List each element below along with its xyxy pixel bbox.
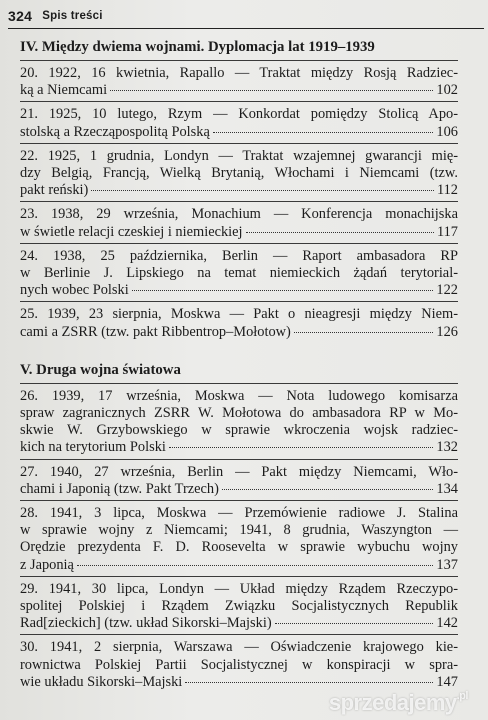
page-reference: 147 [436,673,458,690]
entry-line: 23. 1938, 29 września, Monachium — Konferencja monachijska [20,206,458,223]
entry-line: skwie W. Grzybowskiego w sprawie wkroczenia wojsk radziec- [20,422,458,439]
toc-entry[interactable] [20,101,458,142]
running-head [8,4,484,29]
entry-line: 27. 1940, 27 września, Berlin — Pakt między Niemcami, Wło- [20,463,458,480]
page-reference: 112 [436,182,458,199]
page-reference: 132 [436,439,458,456]
dot-leader [222,489,434,490]
section-heading: IV. Między dwiema wojnami. Dyplomacja lat 1919–1939 [20,39,375,55]
entry-line: ką a Niemcami [20,82,108,99]
entry-line: nych wobec Polski [20,282,129,299]
entry-line: pakt reński) [20,182,89,199]
entry-line: spraw zagranicznych ZSRR W. Mołotowa do ambasadora RP w Mo- [20,405,458,422]
toc-entry[interactable] [20,383,458,459]
toc-entry[interactable] [20,634,458,693]
entry-line: stolską a Rzecząpospolitą Polską [20,123,210,140]
entry-line: 28. 1941, 3 lipca, Moskwa — Przemówienie radiowe J. Stalina [20,505,458,522]
entry-line: 25. 1939, 23 sierpnia, Moskwa — Pakt o nieagresji między Niem- [20,306,458,323]
watermark-text: sprzedajemy [328,690,457,715]
entry-line: 30. 1941, 2 sierpnia, Warszawa — Oświadczenie krajowego kie- [20,639,458,656]
dot-leader [132,290,434,291]
dot-leader [77,565,433,566]
toc-entry[interactable] [20,201,458,242]
entry-line: Orędzie prezydenta F. D. Roosevelta w sprawie wybuchu wojny [20,539,458,556]
toc-entry[interactable] [20,143,458,202]
dot-leader [91,190,434,191]
toc-entry[interactable] [20,576,458,635]
entry-line: kich na terytorium Polski [20,439,166,456]
page-reference: 117 [436,223,458,240]
dot-leader [275,623,434,624]
toc-entry[interactable] [20,459,458,500]
running-title: Spis treści [42,10,103,22]
entry-line: 21. 1925, 10 lutego, Rzym — Konkordat pomiędzy Stolicą Apo- [20,106,458,123]
page-reference: 134 [436,480,458,497]
page-number: 324 [8,8,33,24]
toc-entry[interactable] [20,500,458,576]
entry-line: rownictwa Polskiej Partii Socjalistycznej w konspiracji w spra- [20,656,458,673]
entry-line: 29. 1941, 30 lipca, Londyn — Układ między Rządem Rzeczypo- [20,580,458,597]
page-reference: 122 [436,282,458,299]
entry-line: 20. 1922, 16 kwietnia, Rapallo — Traktat między Rosją Radziec- [20,65,458,81]
entry-line: w świetle relacji czeskiej i niemieckiej [20,223,243,240]
dot-leader [246,232,434,233]
page-reference: 106 [436,123,458,140]
dot-leader [213,132,434,133]
entry-line: spolitej Polskiej i Rządem Związku Socjalistycznych Republik [20,598,458,615]
entry-line: z Japonią [20,556,74,573]
entry-line: w Berlinie J. Lipskiego na temat niemieckich żądań terytorial- [20,265,458,282]
toc-entry[interactable] [20,301,458,342]
entry-line: chami i Japonią (tzw. Pakt Trzech) [20,480,219,497]
watermark-tld: .pl [456,690,468,702]
entry-line: wie układu Sikorski–Majski [20,673,183,690]
dot-leader [110,90,433,91]
toc-entry[interactable] [20,60,458,101]
page-reference: 126 [436,323,458,340]
entry-line: w sprawie wojny z Niemcami; 1941, 8 grudnia, Waszyngton — [20,522,458,539]
page-reference: 137 [436,556,458,573]
entry-line: 22. 1925, 1 grudnia, Londyn — Traktat wzajemnej gwarancji mię- [20,147,458,164]
entry-line: 24. 1938, 25 października, Berlin — Raport ambasadora RP [20,247,458,264]
entry-line: dzy Belgią, Francją, Wielką Brytanią, Włochami i Niemcami (tzw. [20,165,458,182]
page-reference: 102 [436,82,458,99]
entry-line: Rad[zieckich] (tzw. układ Sikorski–Majski) [20,615,272,632]
dot-leader [185,682,433,683]
watermark [329,690,468,716]
table-of-contents [20,32,458,693]
entry-line: cami a ZSRR (tzw. pakt Ribbentrop–Mołotow) [20,323,291,340]
entry-line: 26. 1939, 17 września, Moskwa — Nota ludowego komisarza [20,387,458,404]
dot-leader [294,332,434,333]
dot-leader [169,447,434,448]
page-reference: 142 [436,615,458,632]
section-heading: V. Druga wojna światowa [20,361,181,378]
toc-entry[interactable] [20,243,458,302]
